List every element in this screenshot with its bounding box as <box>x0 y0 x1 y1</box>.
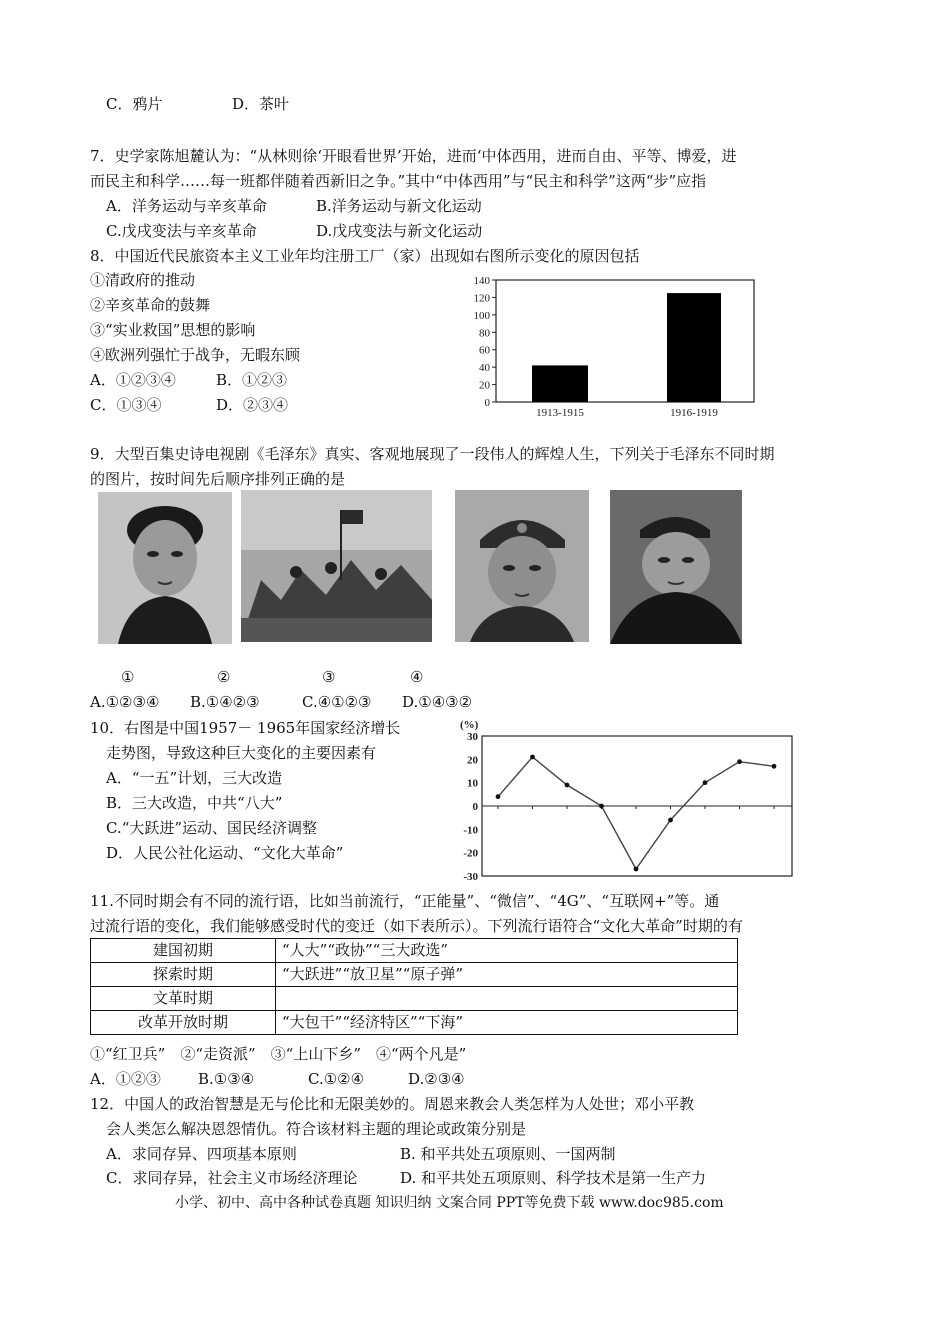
x-tick-label: 1916-1919 <box>670 407 718 419</box>
q8-option-b: B．①②③ <box>216 371 288 389</box>
q7-option-c: C.戊戌变法与辛亥革命 <box>106 222 257 240</box>
q9-photo-label-4: ④ <box>410 668 424 686</box>
q10-option-b: B．三大改造，中共“八大” <box>106 794 283 812</box>
data-point-1964 <box>737 759 742 764</box>
y-tick-label: 120 <box>473 292 490 305</box>
words-cell: “大跃进”“放卫星”“原子弹” <box>276 963 738 987</box>
q8-item-3: ③“实业救国”思想的影响 <box>90 321 256 339</box>
y-tick-label: -30 <box>463 871 478 880</box>
table-row <box>91 939 738 963</box>
period-cell: 文革时期 <box>91 987 276 1011</box>
q12-option-c: C．求同存异，社会主义市场经济理论 <box>106 1169 358 1187</box>
q12-option-d: D. 和平共处五项原则、科学技术是第一生产力 <box>400 1169 707 1187</box>
q11-option-c: C.①②④ <box>308 1070 365 1088</box>
data-point-1962 <box>668 818 673 823</box>
data-point-1960 <box>599 804 604 809</box>
q6-option-c: C．鸦片 <box>106 95 163 113</box>
factory-bar-chart <box>462 272 762 422</box>
q9-photo-label-3: ③ <box>322 668 336 686</box>
x-tick-label: 1913-1915 <box>536 407 584 419</box>
q9-option-d: D.①④③② <box>402 693 473 711</box>
y-unit-label: (%) <box>460 719 479 731</box>
q10-option-c: C.“大跃进”运动、国民经济调整 <box>106 819 318 837</box>
y-tick-label: 20 <box>467 754 478 767</box>
q9-option-a: A.①②③④ <box>90 693 160 711</box>
q8-stem: 8．中国近代民旅资本主义工业年均注册工厂（家）出现如右图所示变化的原因包括 <box>90 247 640 265</box>
mao-portrait-photo-1 <box>98 492 232 644</box>
y-tick-label: 30 <box>467 731 478 743</box>
q8-item-2: ②辛亥革命的鼓舞 <box>90 296 211 314</box>
period-cell: 探索时期 <box>91 963 276 987</box>
popular-words-table <box>90 938 738 1035</box>
q9-option-b: B.①④②③ <box>190 693 260 711</box>
q11-stem-line1: 11.不同时期会有不同的流行语，比如当前流行，“正能量”、“微信”、“4G”、“互联网+”等。通 <box>90 892 720 910</box>
q7-stem-line1: 7．史学家陈旭麓认为：“从林则徐‘开眼看世界’开始，进而‘中体西用，进而自由、平等、博爱，进 <box>90 147 737 165</box>
q12-stem-line2: 会人类怎么解决恩怨情仇。符合该材料主题的理论或政策分别是 <box>106 1120 527 1138</box>
y-tick-label: 10 <box>467 777 478 790</box>
data-point-1958 <box>530 755 535 760</box>
data-point-1959 <box>565 783 570 788</box>
y-tick-label: 0 <box>484 397 490 409</box>
table-row <box>91 1011 738 1035</box>
period-cell: 建国初期 <box>91 939 276 963</box>
bar-1916-1919 <box>667 293 721 402</box>
data-point-1965 <box>772 764 777 769</box>
q11-option-b: B.①③④ <box>198 1070 255 1088</box>
q8-option-c: C．①③④ <box>90 396 162 414</box>
mao-group-scene-photo-2 <box>241 490 432 642</box>
table-row <box>91 963 738 987</box>
y-tick-label: 0 <box>472 801 478 813</box>
words-cell: “大包干”“经济特区”“下海” <box>276 1011 738 1035</box>
q8-option-a: A．①②③④ <box>90 371 176 389</box>
q12-option-a: A．求同存异、四项基本原则 <box>106 1145 297 1163</box>
q11-items: ①“红卫兵” ②“走资派” ③“上山下乡” ④“两个凡是” <box>90 1045 467 1063</box>
q9-photo-label-2: ② <box>217 668 231 686</box>
q7-option-b: B.洋务运动与新文化运动 <box>316 197 482 215</box>
y-tick-label: 80 <box>479 327 490 340</box>
data-point-1957 <box>496 794 501 799</box>
q10-option-d: D．人民公社化运动、“文化大革命” <box>106 844 344 862</box>
footer-ad-text: 小学、初中、高中各种试卷真题 知识归纳 文案合同 PPT等免费下载 www.doc985.com <box>175 1195 724 1211</box>
q12-option-b: B. 和平共处五项原则、一国两制 <box>400 1145 616 1163</box>
words-cell: “人大”“政协”“三大政选” <box>276 939 738 963</box>
q10-stem-line1: 10．右图是中国1957－ 1965年国家经济增长 <box>90 719 401 737</box>
table-row <box>91 987 738 1011</box>
y-tick-label: 60 <box>479 344 490 357</box>
q10-option-a: A．“一五”计划，三大改造 <box>106 769 283 787</box>
y-tick-label: -10 <box>463 824 478 837</box>
mao-later-portrait-photo-4 <box>610 490 742 644</box>
q10-stem-line2: 走势图，导致这种巨大变化的主要因素有 <box>106 744 377 762</box>
economic-growth-line-chart <box>446 714 806 880</box>
q7-option-a: A．洋务运动与辛亥革命 <box>106 197 267 215</box>
y-tick-label: 140 <box>473 275 490 287</box>
q8-item-1: ①清政府的推动 <box>90 271 196 289</box>
y-tick-label: 100 <box>473 309 490 322</box>
q7-stem-line2: 而民主和科学……每一班都伴随着西新旧之争。”其中“中体西用”与“民主和科学”这两“步”应指 <box>90 172 707 190</box>
q11-option-a: A．①②③ <box>90 1070 161 1088</box>
q9-stem-line1: 9．大型百集史诗电视剧《毛泽东》真实、客观地展现了一段伟人的辉煌人生，下列关于毛泽东不同时期 <box>90 445 775 463</box>
y-tick-label: 20 <box>479 379 490 392</box>
data-point-1963 <box>703 780 708 785</box>
growth-series-line <box>498 757 774 869</box>
y-tick-label: 40 <box>479 362 490 375</box>
q12-stem-line1: 12．中国人的政治智慧是无与伦比和无限美妙的。周恩来教会人类怎样为人处世；邓小平教 <box>90 1095 695 1113</box>
period-cell: 改革开放时期 <box>91 1011 276 1035</box>
q9-photo-label-1: ① <box>121 668 135 686</box>
q11-option-d: D.②③④ <box>408 1070 465 1088</box>
q7-option-d: D.戊戌变法与新文化运动 <box>316 222 483 240</box>
q6-option-d: D．茶叶 <box>232 95 290 113</box>
words-cell <box>276 987 738 1011</box>
q8-item-4: ④欧洲列强忙于战争，无暇东顾 <box>90 346 301 364</box>
q9-option-c: C.④①②③ <box>302 693 372 711</box>
q8-option-d: D．②③④ <box>216 396 289 414</box>
q11-stem-line2: 过流行语的变化，我们能够感受时代的变迁（如下表所示）。下列流行语符合“文化大革命”时期的有 <box>90 917 743 935</box>
mao-military-cap-photo-3 <box>455 490 589 642</box>
data-point-1961 <box>634 867 639 872</box>
y-tick-label: -20 <box>463 847 478 860</box>
bar-1913-1915 <box>532 365 588 402</box>
q9-stem-line2: 的图片，按时间先后顺序排列正确的是 <box>90 470 346 488</box>
